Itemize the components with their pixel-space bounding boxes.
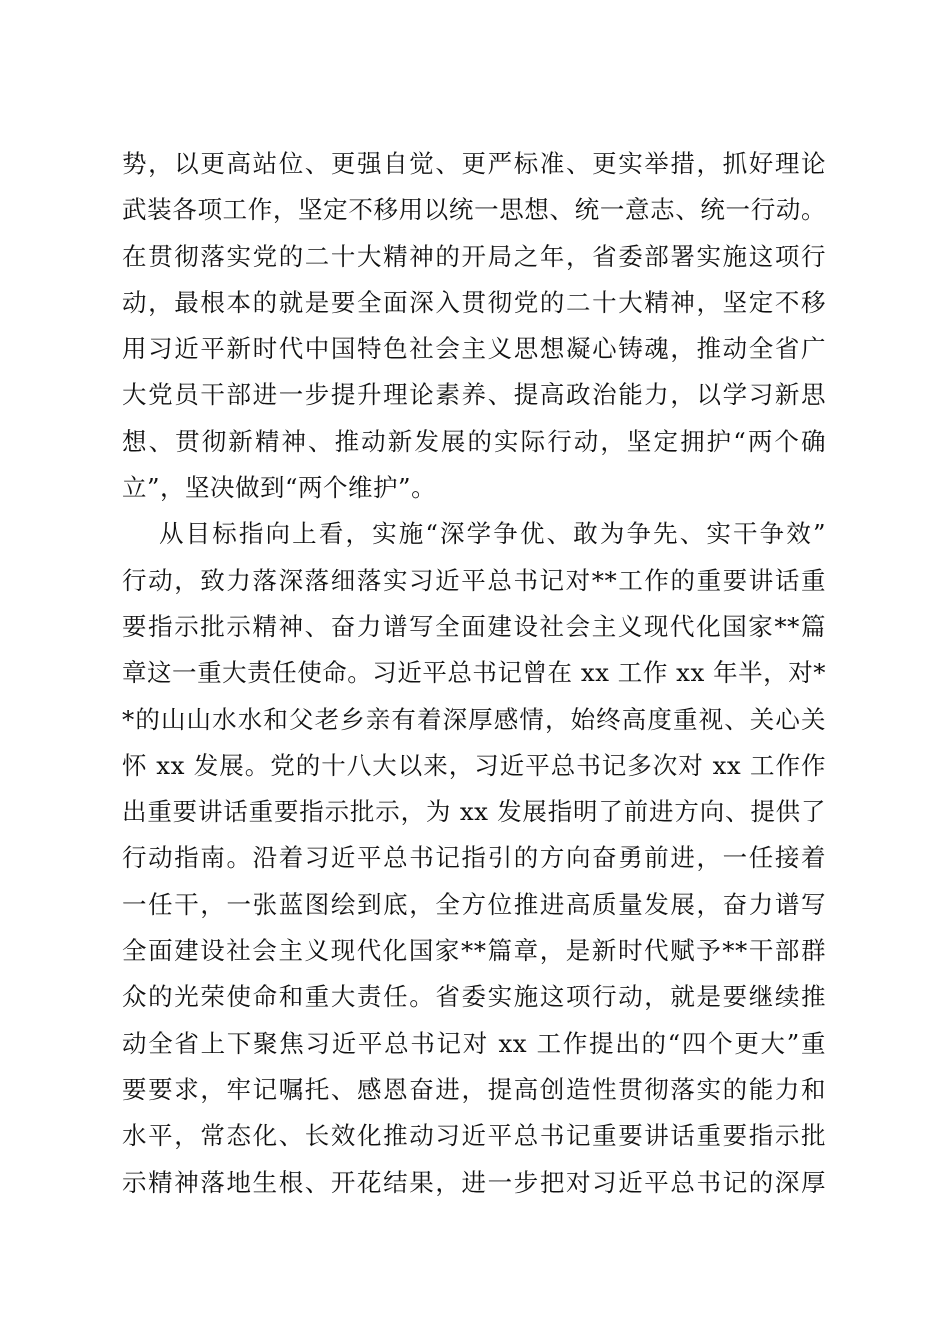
- paragraph-2: [122, 511, 826, 1205]
- paragraph-line: 用习近平新时代中国特色社会主义思想凝心铸魂，推动全省广: [122, 334, 826, 364]
- paragraph-line: 立”，坚决做到“两个维护”。: [122, 473, 437, 503]
- paragraph-line: 行动指南。沿着习近平总书记指引的方向奋勇前进，一任接着: [122, 843, 826, 873]
- paragraph-line: 行动，致力落深落细落实习近平总书记对**工作的重要讲话重: [122, 565, 826, 595]
- paragraph-line: 动，最根本的就是要全面深入贯彻党的二十大精神，坚定不移: [122, 287, 826, 317]
- paragraph-line: 从目标指向上看，实施“深学争优、敢为争先、实干争效”: [159, 519, 826, 549]
- paragraph-line: 一任干，一张蓝图绘到底，全方位推进高质量发展，奋力谱写: [122, 889, 826, 919]
- paragraph-line: *的山山水水和父老乡亲有着深厚感情，始终高度重视、关心关: [122, 704, 826, 734]
- paragraph-line: 势，以更高站位、更强自觉、更严标准、更实举措，抓好理论: [122, 149, 826, 178]
- paragraph-line: 出重要讲话重要指示批示，为 xx 发展指明了前进方向、提供了: [122, 797, 826, 827]
- paragraph-line: 想、贯彻新精神、推动新发展的实际行动，坚定拥护“两个确: [122, 426, 826, 456]
- paragraph-line: 全面建设社会主义现代化国家**篇章，是新时代赋予**干部群: [122, 936, 826, 966]
- paragraph-line: 武装各项工作，坚定不移用以统一思想、统一意志、统一行动。: [122, 195, 826, 225]
- paragraph-line: 动全省上下聚焦习近平总书记对 xx 工作提出的“四个更大”重: [122, 1028, 826, 1058]
- document-body: [122, 141, 826, 1206]
- paragraph-1: [122, 141, 826, 511]
- paragraph-line: 章这一重大责任使命。习近平总书记曾在 xx 工作 xx 年半，对*: [122, 658, 826, 688]
- paragraph-line: 要要求，牢记嘱托、感恩奋进，提高创造性贯彻落实的能力和: [122, 1074, 826, 1104]
- paragraph-line: 大党员干部进一步提升理论素养、提高政治能力，以学习新思: [122, 380, 826, 410]
- paragraph-line: 在贯彻落实党的二十大精神的开局之年，省委部署实施这项行: [122, 241, 826, 271]
- paragraph-line: 示精神落地生根、开花结果，进一步把对习近平总书记的深厚: [122, 1167, 826, 1197]
- paragraph-line: 怀 xx 发展。党的十八大以来，习近平总书记多次对 xx 工作作: [122, 750, 826, 780]
- paragraph-line: 水平，常态化、长效化推动习近平总书记重要讲话重要指示批: [122, 1121, 826, 1151]
- paragraph-line: 要指示批示精神、奋力谱写全面建设社会主义现代化国家**篇: [122, 611, 826, 641]
- paragraph-line: 众的光荣使命和重大责任。省委实施这项行动，就是要继续推: [122, 982, 826, 1012]
